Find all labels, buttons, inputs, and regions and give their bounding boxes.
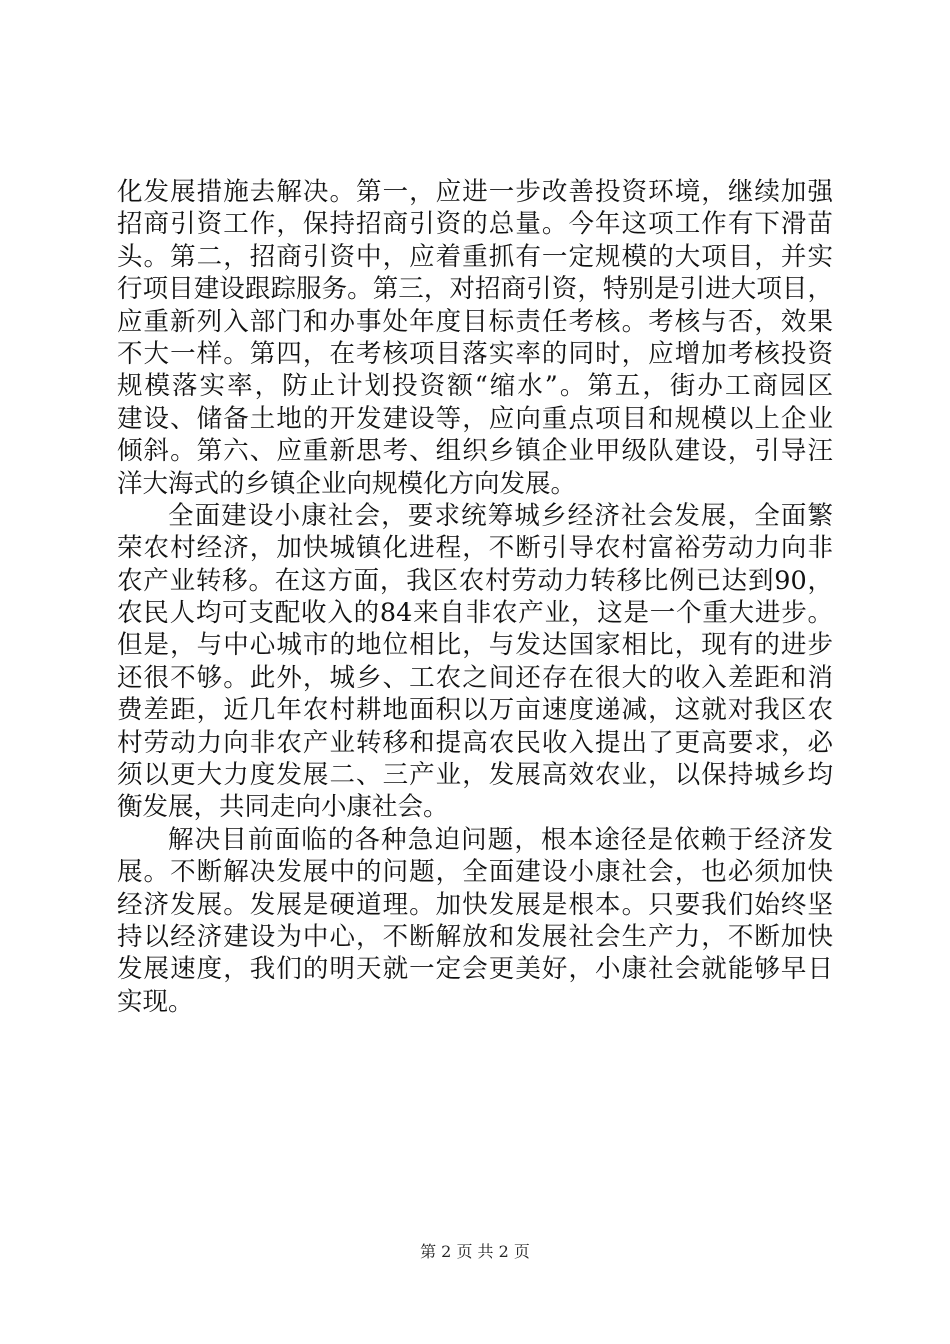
text-line: 持以经济建设为中心，不断解放和发展社会生产力，不断加快 [117, 921, 833, 952]
text-line: 须以更大力度发展二、三产业，发展高效农业，以保持城乡均 [117, 760, 833, 791]
text-line: 招商引资工作，保持招商引资的总量。今年这项工作有下滑苗 [117, 209, 833, 240]
text-line: 衡发展，共同走向小康社会。 [117, 792, 449, 823]
document-body [117, 176, 833, 1018]
text-line: 不大一样。第四，在考核项目落实率的同时，应增加考核投资 [117, 338, 833, 369]
text-line: 应重新列入部门和办事处年度目标责任考核。考核与否，效果 [117, 306, 833, 337]
text-line: 农民人均可支配收入的84来自非农产业，这是一个重大进步。 [117, 598, 833, 629]
text-line: 村劳动力向非农产业转移和提高农民收入提出了更高要求，必 [117, 727, 833, 758]
text-line: 行项目建设跟踪服务。第三，对招商引资，特别是引进大项目， [117, 274, 833, 305]
text-line: 建设、储备土地的开发建设等，应向重点项目和规模以上企业 [117, 403, 833, 434]
text-line: 全面建设小康社会，要求统筹城乡经济社会发展，全面繁 [168, 500, 833, 531]
text-line: 发展速度，我们的明天就一定会更美好，小康社会就能够早日 [117, 954, 833, 985]
text-line: 洋大海式的乡镇企业向规模化方向发展。 [117, 468, 577, 499]
text-line: 规模落实率，防止计划投资额“缩水”。第五，街办工商园区 [117, 371, 833, 402]
text-line: 但是，与中心城市的地位相比，与发达国家相比，现有的进步 [117, 630, 833, 661]
text-line: 倾斜。第六、应重新思考、组织乡镇企业甲级队建设，引导汪 [117, 436, 833, 467]
text-line: 荣农村经济，加快城镇化进程，不断引导农村富裕劳动力向非 [117, 533, 833, 564]
text-line: 实现。 [117, 986, 194, 1017]
text-line: 还很不够。此外，城乡、工农之间还存在很大的收入差距和消 [117, 662, 833, 693]
text-line: 经济发展。发展是硬道理。加快发展是根本。只要我们始终坚 [117, 889, 833, 920]
page-footer: 第 2 页 共 2 页 [420, 1242, 530, 1261]
text-line: 展。不断解决发展中的问题，全面建设小康社会，也必须加快 [117, 857, 833, 888]
text-line: 化发展措施去解决。第一，应进一步改善投资环境，继续加强 [117, 177, 833, 207]
text-line: 解决目前面临的各种急迫问题，根本途径是依赖于经济发 [168, 824, 833, 855]
text-line: 农产业转移。在这方面，我区农村劳动力转移比例已达到90， [117, 565, 833, 596]
text-line: 头。第二，招商引资中，应着重抓有一定规模的大项目，并实 [117, 241, 833, 272]
text-line: 费差距，近几年农村耕地面积以万亩速度递减，这就对我区农 [117, 695, 833, 726]
